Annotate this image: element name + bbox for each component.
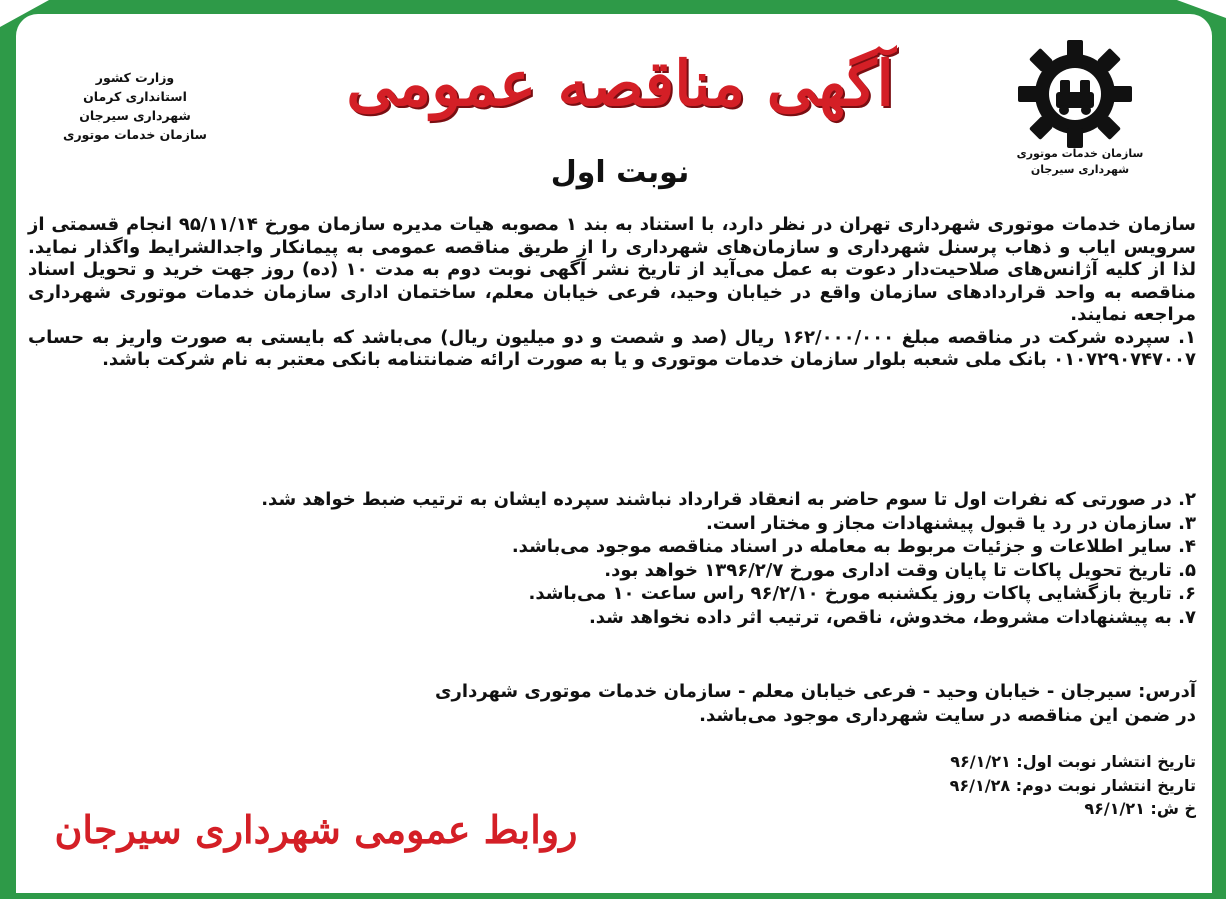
- ministry-line3: شهرداری سیرجان: [79, 108, 191, 123]
- footer-signature: روابط عمومی شهرداری سیرجان: [54, 807, 578, 852]
- logo-caption-line2: شهرداری سیرجان: [1030, 163, 1130, 176]
- list-item: ۵. تاریخ تحویل پاکات تا پایان وقت اداری مورخ ۱۳۹۶/۲/۷ خواهد بود.: [604, 559, 1196, 581]
- gear-logo-icon: [1012, 36, 1138, 156]
- publication-dates: [800, 750, 1196, 821]
- notice-title: آگهی مناقصه عمومی: [346, 47, 894, 120]
- notice-body: [28, 214, 1196, 372]
- intro-paragraph: سازمان خدمات موتوری شهرداری تهران در نظر دارد، با استناد به بند ۱ مصوبه هیات مدیره سازمان مورخ ۹۵/۱۱/۱۴ انجام قسمتی از سرویس ایاب و ذهاب پرسنل شهرداری و سازمان‌های شهرداری را از طریق مناقصه عمومی به پیمانکار واجدالشرایط واگذار نماید. لذا از کلیه آژانس‌های صلاحیت‌دار دعوت به عمل می‌آید از تاریخ نشر آگهی نوبت دوم به مدت ۱۰ (ده) روز جهت خرید و تحویل اسناد مناقصه به واحد قراردادهای سازمان واقع در خیابان وحید، فرعی خیابان معلم، ساختمان اداری سازمان خدمات موتوری شهرداری مراجعه نمایند.: [28, 214, 1197, 325]
- list-item: ۶. تاریخ بازگشایی پاکات روز یکشنبه مورخ ۹۶/۲/۱۰ راس ساعت ۱۰ می‌باشد.: [528, 583, 1196, 604]
- date-code: خ ش: ۹۶/۱/۲۱: [1084, 799, 1196, 818]
- ministry-line4: سازمان خدمات موتوری: [63, 127, 207, 142]
- address-line: آدرس: سیرجان - خیابان وحید - فرعی خیابان معلم - سازمان خدمات موتوری شهرداری: [435, 681, 1196, 702]
- logo-caption: [990, 146, 1170, 178]
- conditions-list: [261, 488, 1196, 629]
- date-second: تاریخ انتشار نوبت دوم: ۹۶/۱/۲۸: [949, 775, 1196, 795]
- notice-round: نوبت اول: [550, 155, 690, 190]
- ministry-line2: استانداری کرمان: [83, 89, 187, 104]
- ministry-header: [52, 68, 218, 144]
- date-first: تاریخ انتشار نوبت اول: ۹۶/۱/۲۱: [950, 752, 1196, 771]
- list-item: ۳. سازمان در رد یا قبول پیشنهادات مجاز و مختار است.: [705, 512, 1196, 534]
- list-item: ۲. در صورتی که نفرات اول تا سوم حاضر به انعقاد قرارداد نباشند سپرده ایشان به ترتیب ضبط خواهد شد.: [261, 489, 1196, 510]
- address-block: [300, 680, 1196, 727]
- logo-caption-line1: سازمان خدمات موتوری: [1016, 147, 1144, 160]
- list-item: ۴. سایر اطلاعات و جزئیات مربوط به معامله در اسناد مناقصه موجود می‌باشد.: [511, 536, 1196, 557]
- item-deposit: ۱. سپرده شرکت در مناقصه مبلغ ۱۶۲/۰۰۰/۰۰۰ ریال (صد و شصت و دو میلیون ریال) می‌باشد که بایستی به صورت واریز به حساب ۰۱۰۷۲۹۰۷۴۷۰۰۷ بانک ملی شعبه بلوار سازمان خدمات موتوری و یا به صورت ارائه ضمانتنامه بانکی معتبر به نام شرکت باشد.: [28, 326, 1196, 370]
- ministry-line1: وزارت کشور: [95, 70, 175, 85]
- site-note: در ضمن این مناقصه در سایت شهرداری موجود می‌باشد.: [699, 704, 1196, 726]
- list-item: ۷. به پیشنهادات مشروط، مخدوش، ناقص، ترتیب اثر داده نخواهد شد.: [588, 606, 1196, 628]
